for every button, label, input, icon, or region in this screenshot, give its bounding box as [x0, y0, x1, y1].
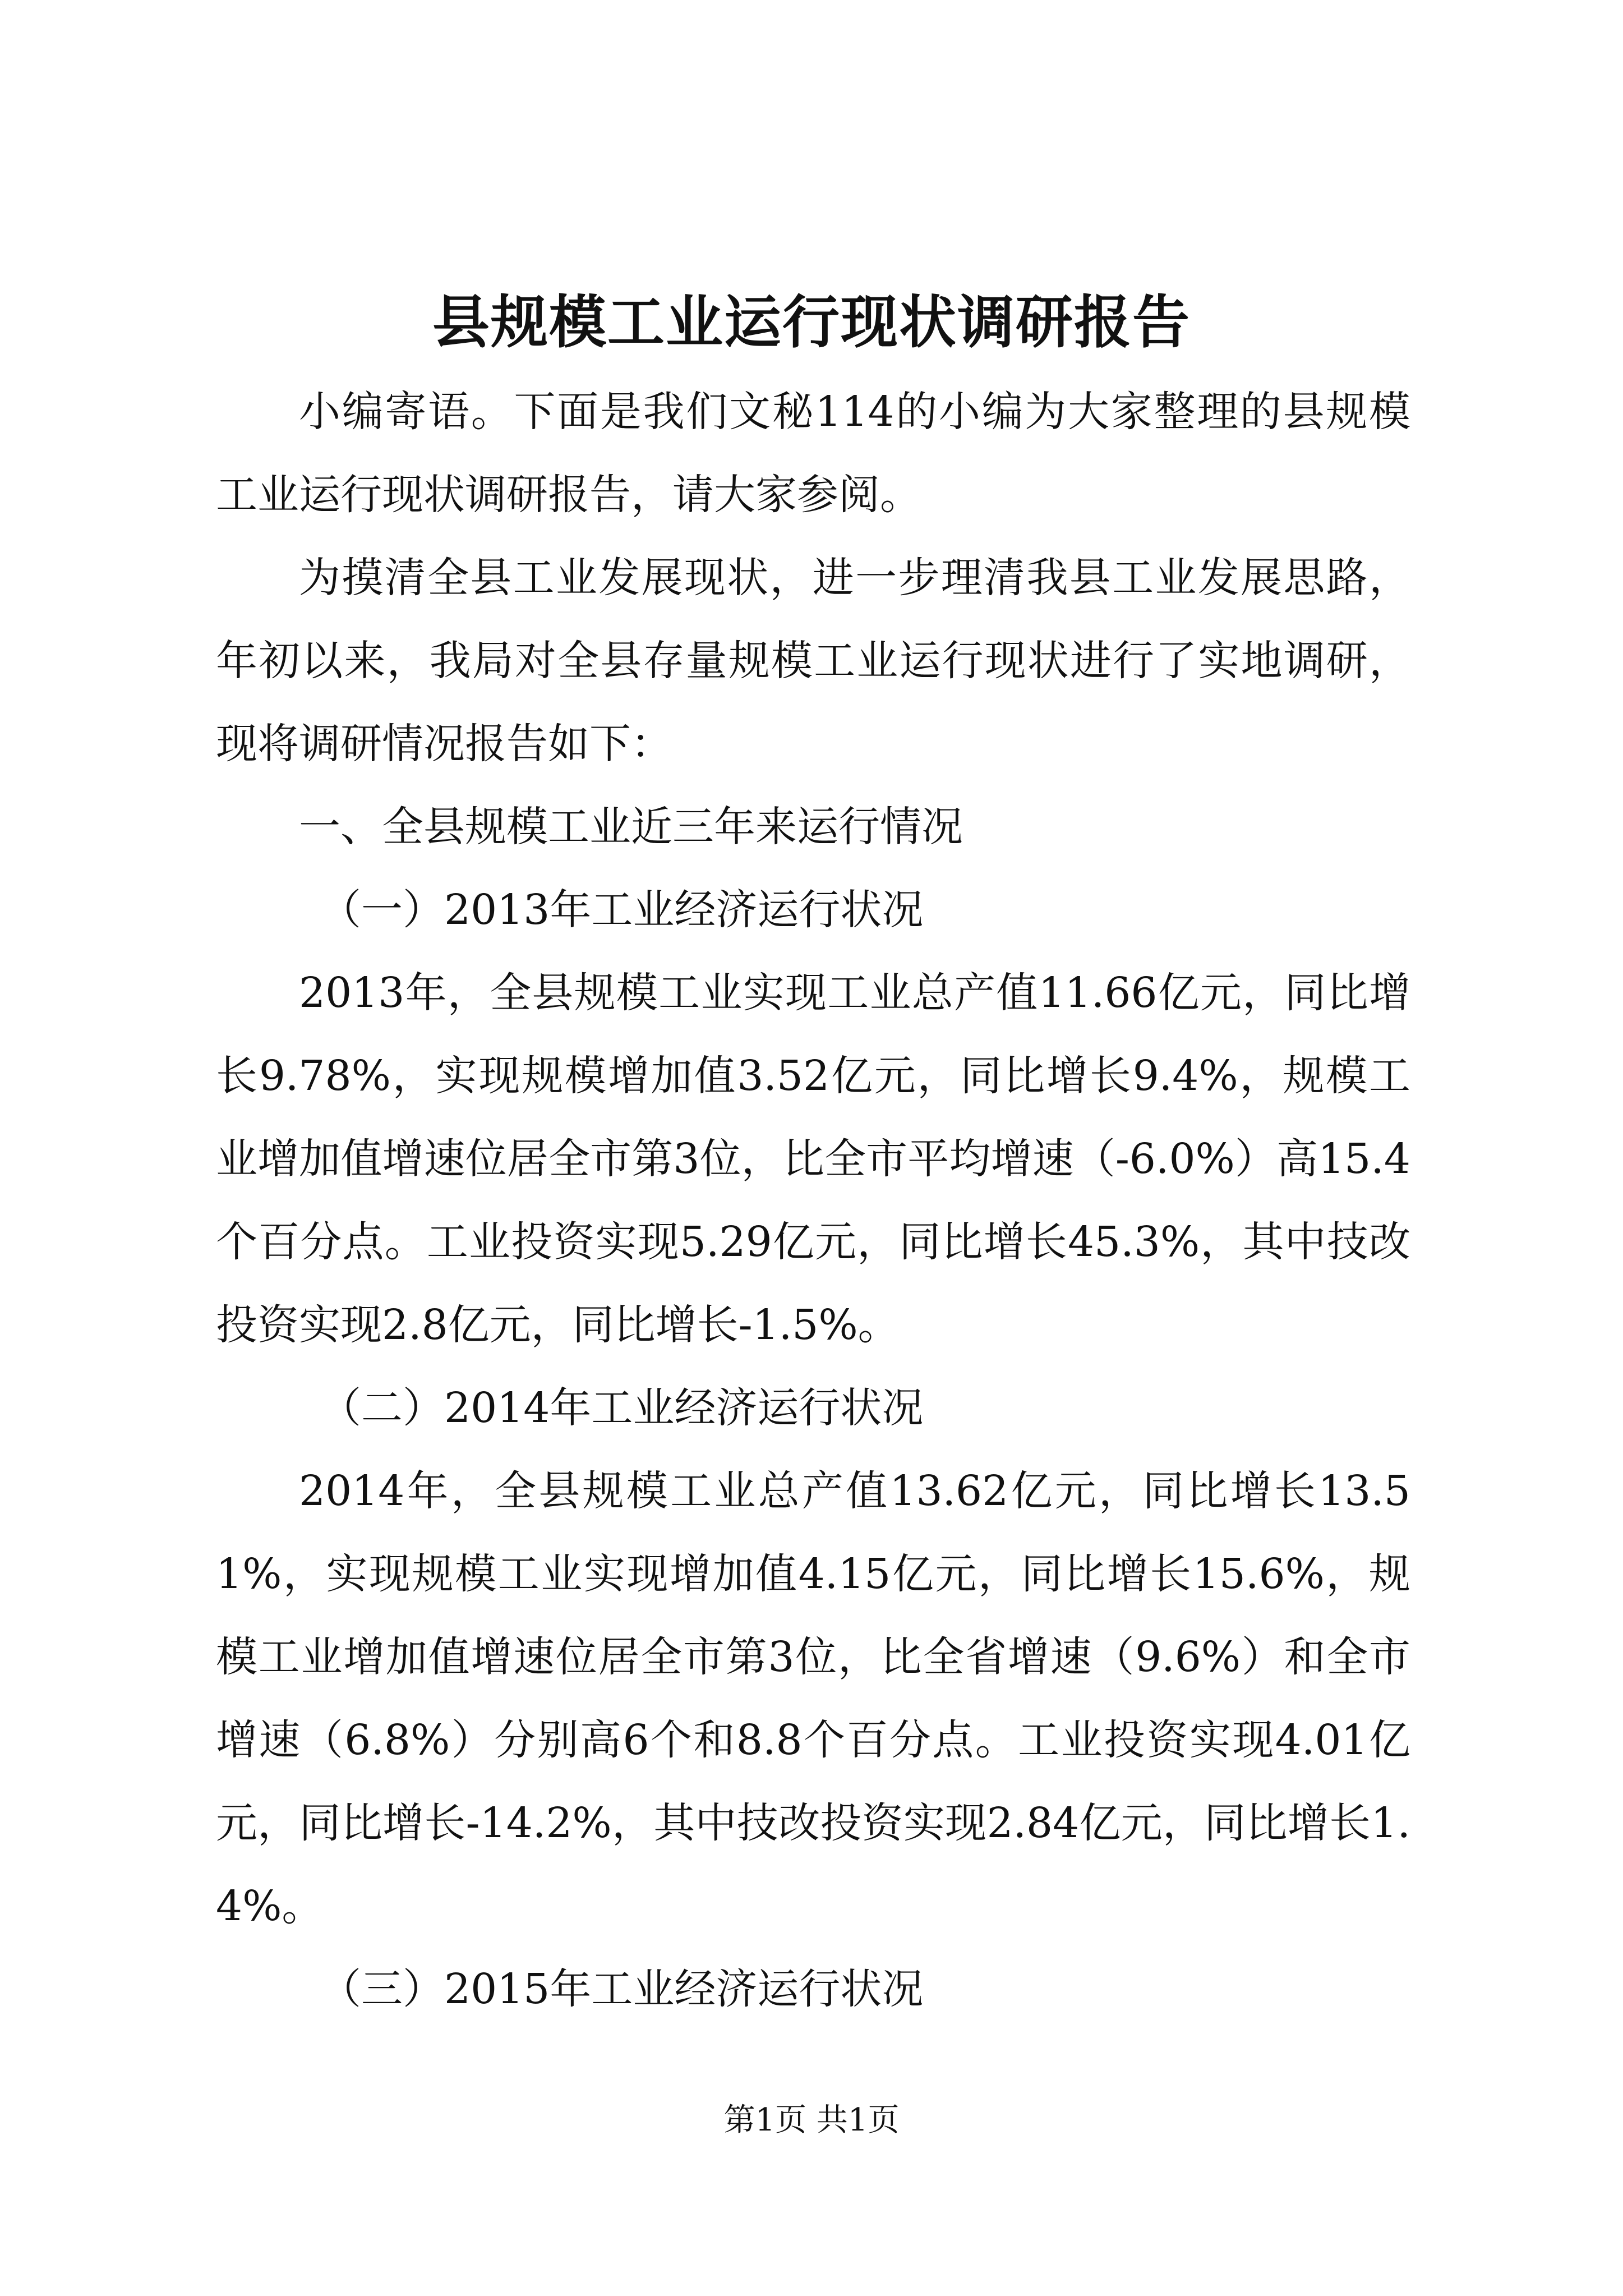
subsection-heading-2013: （一）2013年工业经济运行状况 — [320, 886, 924, 934]
document-title: 县规模工业运行现状调研报告 — [432, 289, 1191, 356]
subsection-heading-2015: （三）2015年工业经济运行状况 — [320, 1965, 924, 2013]
subsection-heading-2014: （二）2014年工业经济运行状况 — [320, 1384, 924, 1432]
purpose-paragraph: 为摸清全县工业发展现状，进一步理清我县工业发展思路，年初以来，我局对全县存量规模工业运行现状进行了实地调研，现将调研情况报告如下： — [216, 554, 1410, 768]
paragraph-2014: 2014年，全县规模工业总产值13.62亿元，同比增长13.51%，实现规模工业实现增加值4.15亿元，同比增长15.6%，规模工业增加值增速位居全市第3位，比全省增速（9.6%）和全市增速（6.8%）分别高6个和8.8个百分点。工业投资实现4.01亿元，同比增长-14.2%，其中技改投资实现2.84亿元，同比增长1.4%。 — [216, 1467, 1410, 1930]
page-footer: 第1页 共1页 — [723, 2102, 900, 2138]
section-heading-1: 一、全县规模工业近三年来运行情况 — [299, 803, 963, 851]
paragraph-2013: 2013年，全县规模工业实现工业总产值11.66亿元，同比增长9.78%，实现规模增加值3.52亿元，同比增长9.4%，规模工业增加值增速位居全市第3位，比全市平均增速（-6.0%）高15.4个百分点。工业投资实现5.29亿元，同比增长45.3%，其中技改投资实现2.8亿元，同比增长-1.5%。 — [216, 969, 1410, 1349]
document-body — [216, 370, 1410, 2031]
intro-paragraph: 小编寄语。下面是我们文秘114的小编为大家整理的县规模工业运行现状调研报告，请大家参阅。 — [216, 388, 1410, 519]
